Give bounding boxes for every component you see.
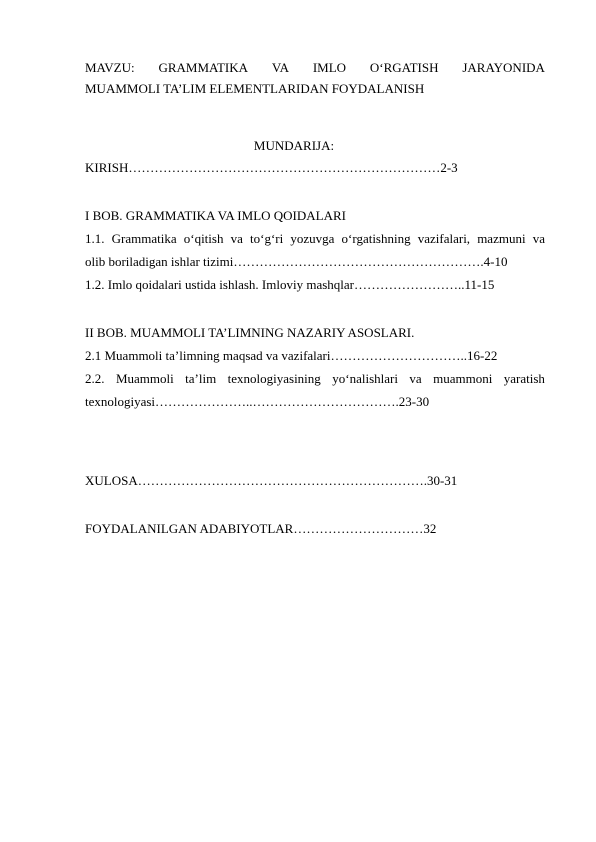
toc-entry-2-2-line-1 xyxy=(85,371,545,387)
toc-word: yaratish xyxy=(503,371,545,386)
toc-word: va xyxy=(230,231,243,246)
title-word: MAVZU: xyxy=(85,60,135,75)
toc-word: to‘g‘ri xyxy=(250,231,284,246)
toc-word: 1.1. xyxy=(85,231,105,246)
toc-word: va xyxy=(532,231,545,246)
toc-entry-1-2: 1.2. Imlo qoidalari ustida ishlash. Imloviy mashqlar……………………..11-15 xyxy=(85,277,495,292)
toc-word: va xyxy=(409,371,422,386)
toc-chapter-2: II BOB. MUAMMOLI TA’LIMNING NAZARIY ASOSLARI. xyxy=(85,325,415,340)
toc-entry-intro: KIRISH………………………………………………………………2-3 xyxy=(85,160,458,175)
toc-word: 2.2. xyxy=(85,371,105,386)
toc-word: Muammoli xyxy=(115,371,174,386)
title-word: JARAYONIDA xyxy=(462,60,545,75)
title-word: O‘RGATISH xyxy=(369,60,439,75)
title-line-1 xyxy=(85,60,545,76)
toc-entry-1-1-line-1 xyxy=(85,231,545,247)
toc-chapter-1: I BOB. GRAMMATIKA VA IMLO QOIDALARI xyxy=(85,208,346,223)
toc-word: yo‘nalishlari xyxy=(332,371,398,386)
toc-word: o‘rgatishning xyxy=(341,231,411,246)
contents-heading: MUNDARIJA: xyxy=(253,138,335,153)
toc-entry-conclusion: XULOSA………………………………………………………….30-31 xyxy=(85,473,458,488)
toc-word: texnologiyasining xyxy=(227,371,321,386)
toc-word: ta’lim xyxy=(185,371,217,386)
title-word: GRAMMATIKA xyxy=(158,60,249,75)
title-word: IMLO xyxy=(312,60,347,75)
title-word: VA xyxy=(271,60,289,75)
toc-word: mazmuni xyxy=(477,231,526,246)
toc-word: yozuvga xyxy=(290,231,335,246)
toc-entry-references: FOYDALANILGAN ADABIYOTLAR…………………………32 xyxy=(85,521,437,536)
toc-word: muammoni xyxy=(433,371,493,386)
toc-word: Grammatika xyxy=(111,231,177,246)
toc-entry-2-2-line-2: texnologiyasi…………………..…………………………….23-30 xyxy=(85,394,430,409)
toc-entry-2-1: 2.1 Muammoli ta’limning maqsad va vazifalari…………………………..16-22 xyxy=(85,348,498,363)
toc-entry-1-1-line-2: olib boriladigan ishlar tizimi………………………………………………….4-10 xyxy=(85,254,508,269)
toc-word: o‘qitish xyxy=(183,231,224,246)
toc-word: vazifalari, xyxy=(417,231,471,246)
title-line-2: MUAMMOLI TA’LIM ELEMENTLARIDAN FOYDALANISH xyxy=(85,81,425,96)
